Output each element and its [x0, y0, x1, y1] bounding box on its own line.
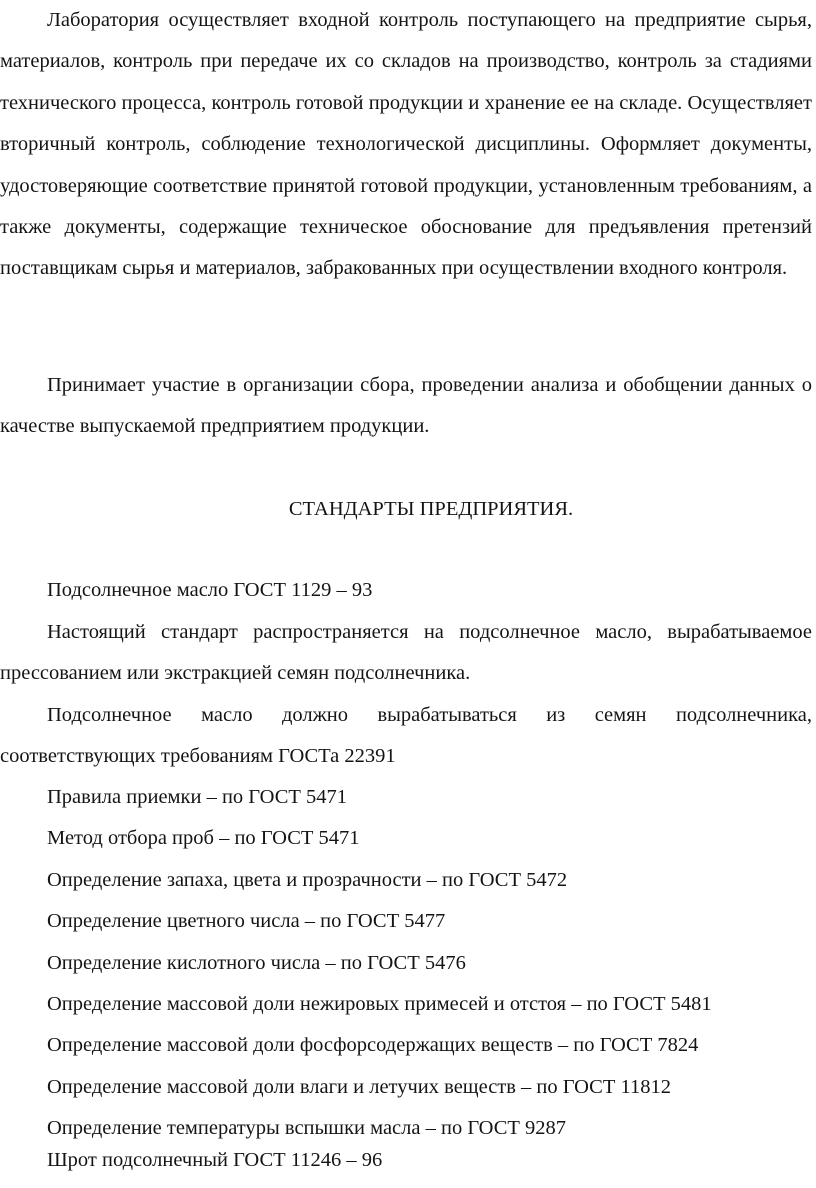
- standard-list-item: Определение массовой доли нежировых примесей и отстоя – по ГОСТ 5481: [47, 993, 712, 1015]
- standard-list-item: Определение цветного числа – по ГОСТ 5477: [47, 910, 446, 932]
- sunflower-oil-standard-heading: Подсолнечное масло ГОСТ 1129 – 93: [47, 579, 373, 601]
- seed-requirement-paragraph: Подсолнечное масло должно вырабатываться из семян подсолнечника, соответствующих требованиям ГОСТа 22391: [0, 704, 812, 768]
- paragraph-lab-participation: Принимает участие в организации сбора, проведении анализа и обобщении данных о качестве выпускаемой предприятием продукции.: [0, 374, 812, 438]
- standard-list-item: Определение кислотного числа – по ГОСТ 5476: [47, 952, 466, 974]
- standard-list-item: Определение массовой доли фосфорсодержащих веществ – по ГОСТ 7824: [47, 1034, 699, 1056]
- standard-list-item: Метод отбора проб – по ГОСТ 5471: [47, 827, 360, 849]
- standard-list-item: Правила приемки – по ГОСТ 5471: [47, 786, 348, 808]
- section-title: СТАНДАРТЫ ПРЕДПРИЯТИЯ.: [288, 498, 574, 520]
- standard-list-item: Определение запаха, цвета и прозрачности – по ГОСТ 5472: [47, 869, 568, 891]
- paragraph-lab-description: Лаборатория осуществляет входной контроль поступающего на предприятие сырья, материалов, контроль при передаче их со складов на производство, контроль за стадиями технического процесса, контроль готовой продукции и хранение ее на складе. Осуществляет вторичный контроль, соблюдение технологической дисциплины. Оформляет документы, удостоверяющие соответствие принятой готовой продукции, установленным требованиям, а также документы, содержащие техническое обоснование для предъявления претензий поставщикам сырья и материалов, забракованных при осуществлении входного контроля.: [0, 9, 812, 280]
- standard-list-item: Определение массовой доли влаги и летучих веществ – по ГОСТ 11812: [47, 1076, 671, 1098]
- standard-list-item: Определение температуры вспышки масла – по ГОСТ 9287: [47, 1117, 567, 1139]
- standard-scope-paragraph: Настоящий стандарт распространяется на подсолнечное масло, вырабатываемое прессованием или экстракцией семян подсолнечника.: [0, 621, 812, 685]
- sunflower-meal-standard-heading: Шрот подсолнечный ГОСТ 11246 – 96: [47, 1149, 383, 1171]
